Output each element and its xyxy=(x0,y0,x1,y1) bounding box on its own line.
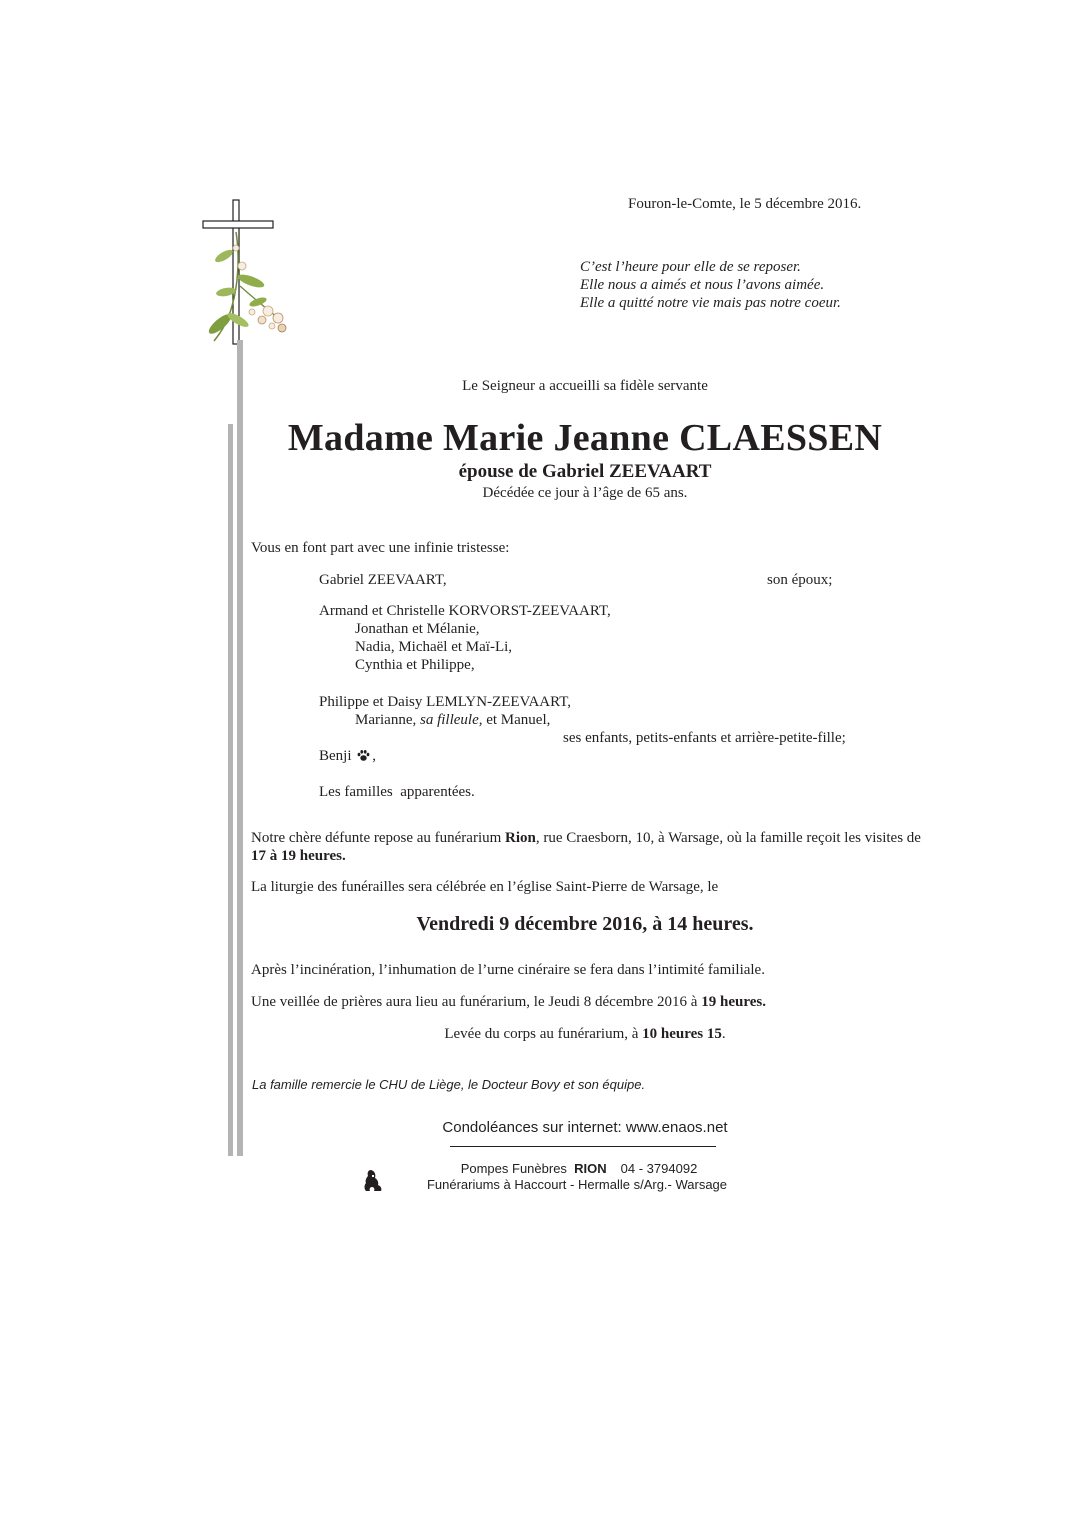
spouse-line: épouse de Gabriel ZEEVAART xyxy=(458,461,712,482)
family-group-2 xyxy=(319,693,571,729)
family-member: Nadia, Michaël et Maï-Li, xyxy=(355,639,513,655)
family-group-head: Armand et Christelle KORVORST-ZEEVAART, xyxy=(319,603,611,619)
member-relation: sa filleule, xyxy=(419,712,483,728)
visiting-hours: 17 à 19 heures. xyxy=(251,848,346,864)
vigil-text: Une veillée de prières aura lieu au funérarium, le Jeudi 8 décembre 2016 à xyxy=(251,994,702,1010)
repose-paragraph xyxy=(251,829,923,865)
funeral-home-line xyxy=(0,1161,1074,1177)
announcement: Vous en font part avec une infinie tristesse: xyxy=(251,540,510,556)
condolences-line: Condoléances sur internet: www.enaos.net xyxy=(442,1119,728,1136)
family-member: Jonathan et Mélanie, xyxy=(355,621,480,637)
family-member xyxy=(319,711,571,729)
member-name: Marianne, xyxy=(355,712,417,728)
poem-line: C’est l’heure pour elle de se reposer. xyxy=(580,259,801,275)
cremation-line: Après l’incinération, l’inhumation de l’urne cinéraire se fera dans l’intimité familiale. xyxy=(251,962,765,978)
poem-line: Elle a quitté notre vie mais pas notre coeur. xyxy=(580,295,841,311)
family-member: Cynthia et Philippe, xyxy=(355,657,475,673)
vigil-line xyxy=(251,993,766,1011)
family-group-head: Philippe et Daisy LEMLYN-ZEEVAART, xyxy=(319,694,572,710)
cross-with-flowers-illustration xyxy=(196,196,296,356)
liturgy-line: La liturgie des funérailles sera célébrée en l’église Saint-Pierre de Warsage, le xyxy=(251,879,719,895)
pet-name: Benji xyxy=(319,748,352,764)
levee-time: 10 heures 15 xyxy=(642,1026,722,1042)
family-group-1 xyxy=(319,602,611,674)
spouse-role: son époux; xyxy=(767,572,833,588)
levee-line xyxy=(0,1025,1074,1043)
funeral-home-name: Rion xyxy=(505,830,536,846)
pet-line xyxy=(319,747,376,765)
pf-name: RION xyxy=(574,1161,607,1176)
funeral-home-locations: Funérariums à Haccourt - Hermalle s/Arg.- Warsage xyxy=(426,1177,728,1192)
intro-line: Le Seigneur a accueilli sa fidèle servante xyxy=(462,378,708,394)
children-role: ses enfants, petits-enfants et arrière-petite-fille; xyxy=(563,730,846,746)
footer-divider xyxy=(450,1146,716,1147)
levee-end: . xyxy=(721,1026,726,1042)
deceased-name: Madame Marie Jeanne CLAESSEN xyxy=(287,417,883,459)
age-line: Décédée ce jour à l’âge de 65 ans. xyxy=(482,485,688,501)
spouse-name: Gabriel ZEEVAART, xyxy=(319,572,447,588)
repose-text: Notre chère défunte repose au funérarium xyxy=(251,830,506,846)
pet-suffix: , xyxy=(372,748,376,764)
member-name: et Manuel, xyxy=(486,712,551,728)
paw-icon xyxy=(357,749,370,762)
repose-text: , rue Craesborn, 10, à Warsage, où la famille reçoit les visites de xyxy=(535,830,921,846)
funeral-date: Vendredi 9 décembre 2016, à 14 heures. xyxy=(416,913,754,935)
poem xyxy=(580,258,841,312)
place-and-date: Fouron-le-Comte, le 5 décembre 2016. xyxy=(628,196,862,212)
poem-line: Elle nous a aimés et nous l’avons aimée. xyxy=(580,277,825,293)
thanks-line: La famille remercie le CHU de Liège, le Docteur Bovy et son équipe. xyxy=(252,1077,646,1092)
relatives-line: Les familles apparentées. xyxy=(319,784,475,800)
levee-text: Levée du corps au funérarium, à xyxy=(444,1026,643,1042)
decorative-vertical-bar-outer xyxy=(228,424,233,1156)
flower-branch-icon xyxy=(206,232,286,341)
vigil-time: 19 heures. xyxy=(701,994,766,1010)
pf-phone: 04 - 3794092 xyxy=(620,1161,698,1176)
pf-prefix: Pompes Funèbres xyxy=(460,1161,567,1176)
